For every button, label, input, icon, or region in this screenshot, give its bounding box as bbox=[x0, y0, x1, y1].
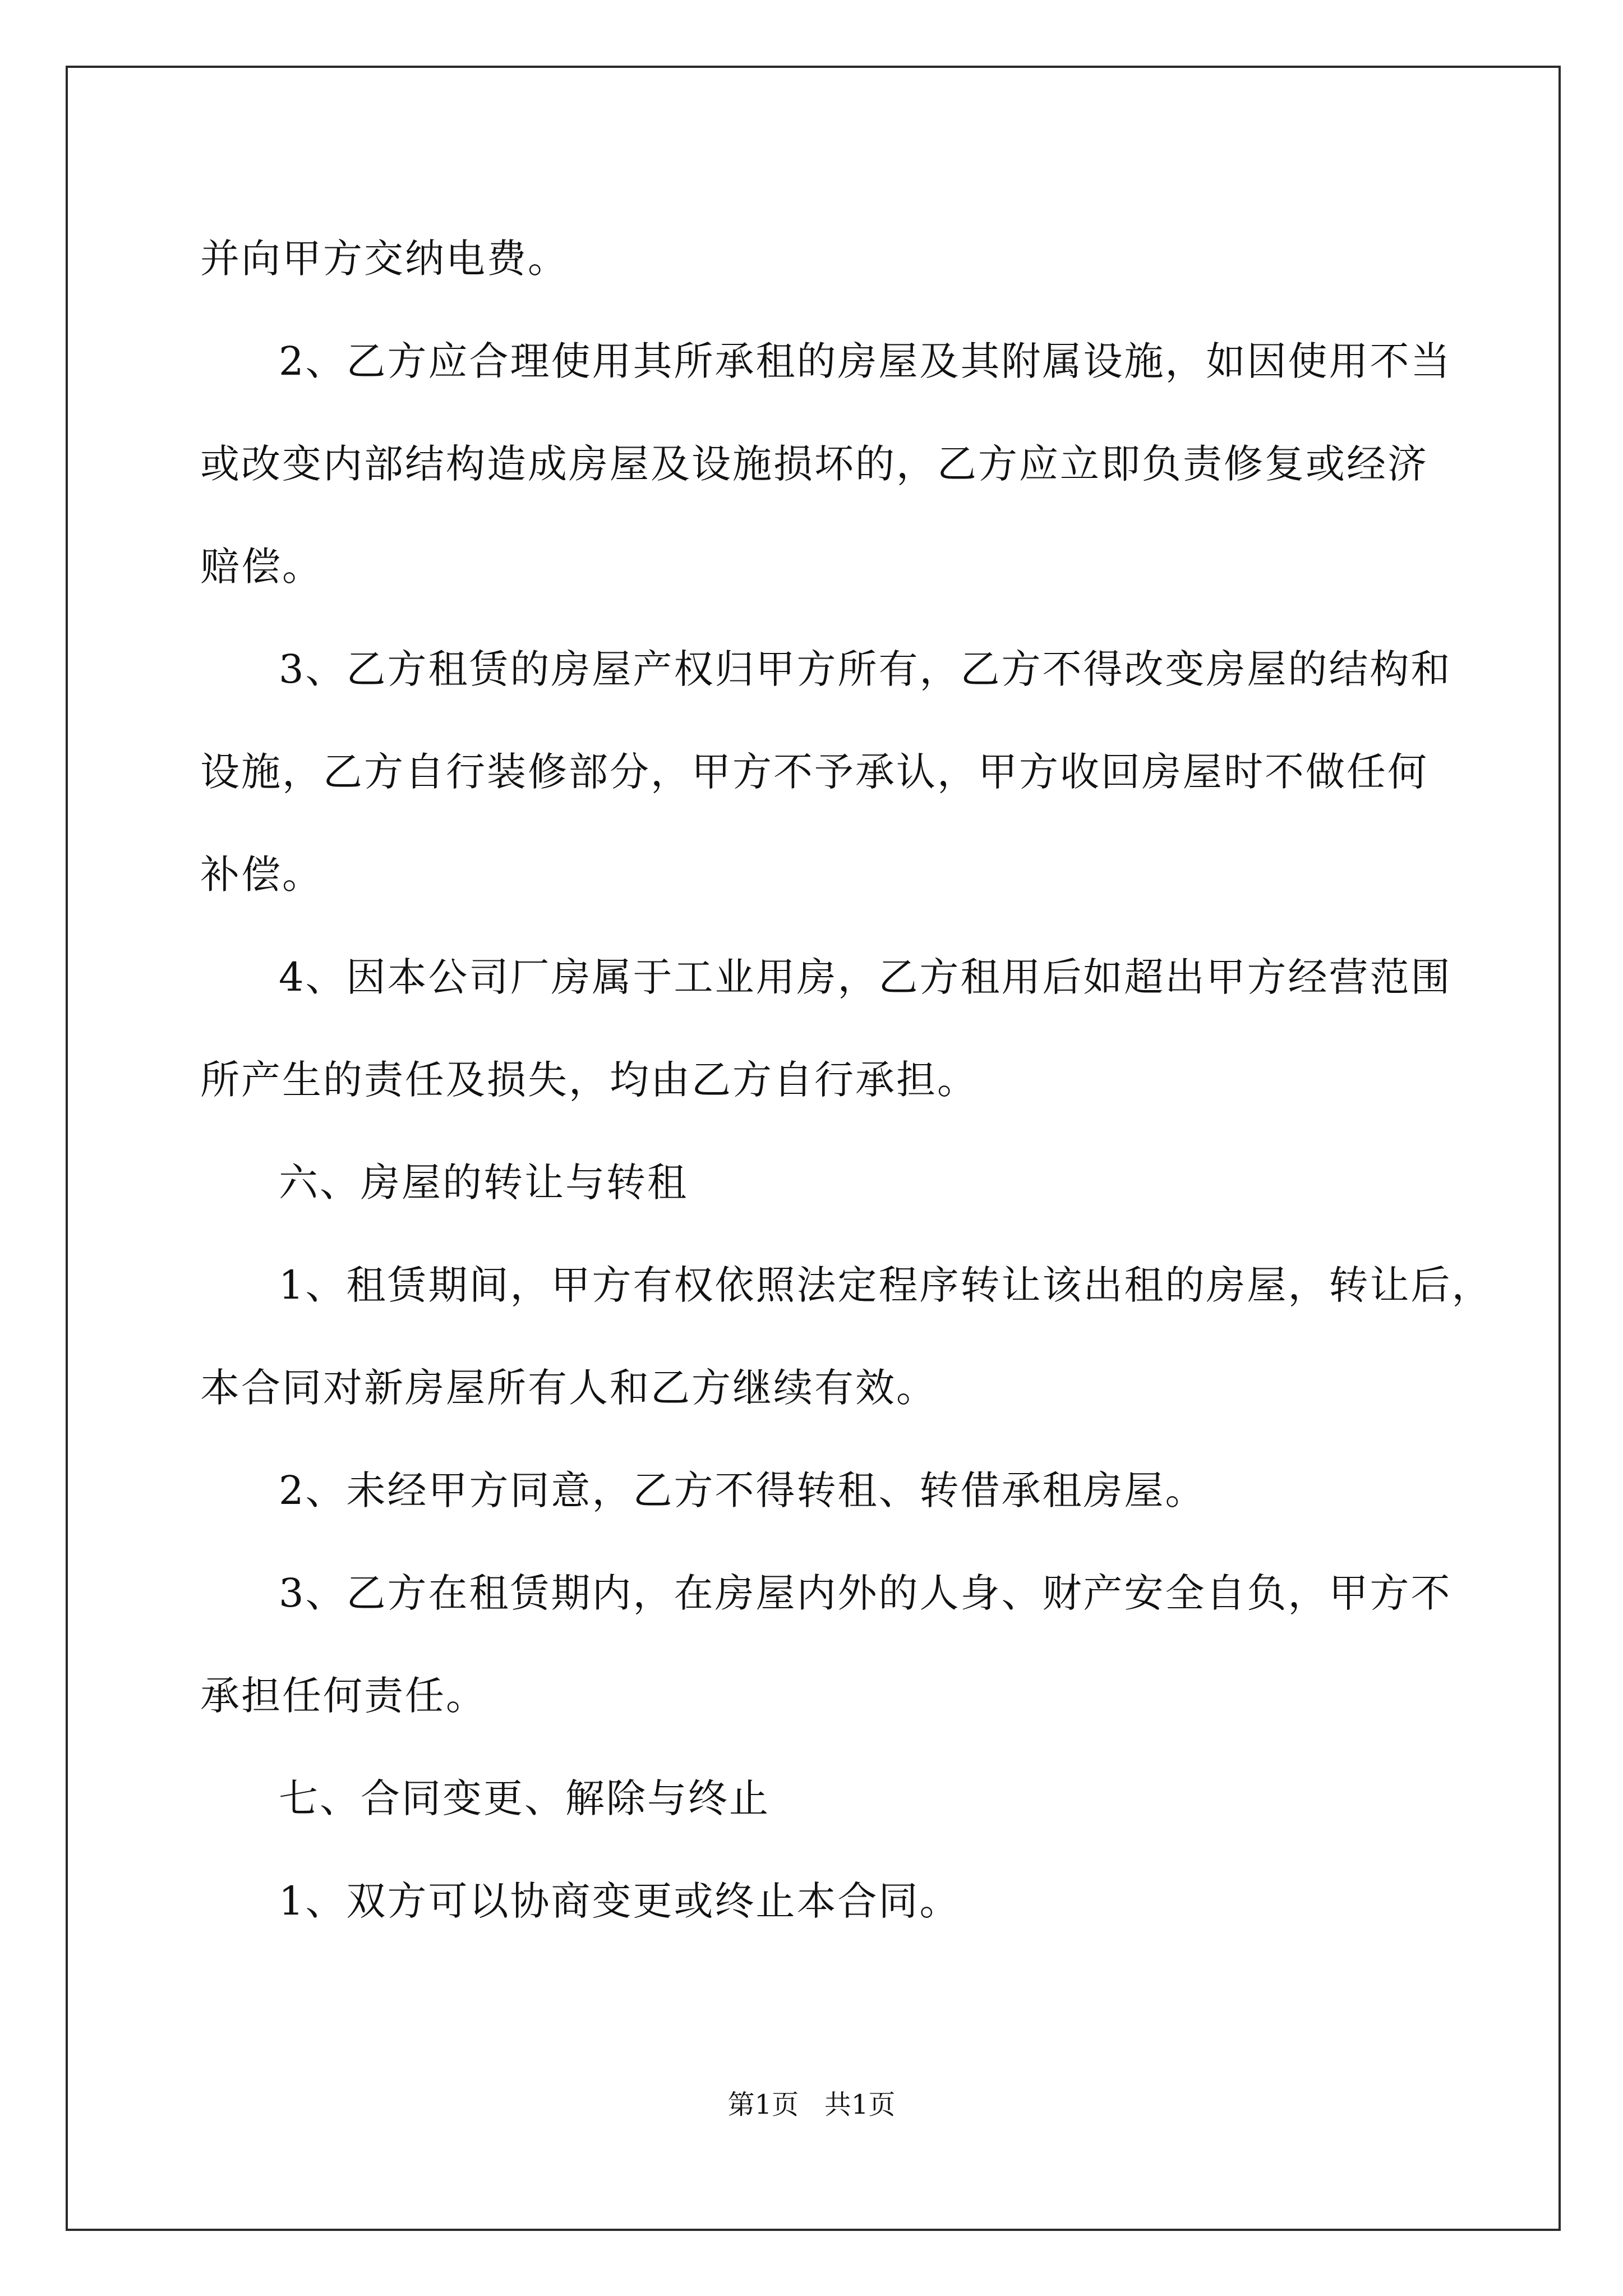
text-line: 3、乙方在租赁期内，在房屋内外的人身、财产安全自负，甲方不 bbox=[279, 1570, 1452, 1616]
text-line: 1、双方可以协商变更或终止本合同。 bbox=[279, 1878, 961, 1924]
section-heading: 七、合同变更、解除与终止 bbox=[279, 1775, 770, 1821]
text-line: 并向甲方交纳电费。 bbox=[200, 236, 569, 282]
text-line: 本合同对新房屋所有人和乙方继续有效。 bbox=[200, 1365, 937, 1411]
text-line: 2、乙方应合理使用其所承租的房屋及其附属设施，如因使用不当 bbox=[279, 338, 1452, 384]
text-line: 设施，乙方自行装修部分，甲方不予承认，甲方收回房屋时不做任何 bbox=[200, 749, 1428, 795]
text-line: 补偿。 bbox=[200, 852, 323, 898]
text-line: 4、因本公司厂房属于工业用房，乙方租用后如超出甲方经营范围 bbox=[279, 954, 1452, 1000]
text-line: 1、租赁期间，甲方有权依照法定程序转让该出租的房屋，转让后， bbox=[279, 1262, 1493, 1308]
text-line: 承担任何责任。 bbox=[200, 1673, 487, 1719]
section-heading: 六、房屋的转让与转租 bbox=[279, 1159, 688, 1205]
page-number-footer: 第1页 共1页 bbox=[727, 2089, 896, 2120]
text-line: 2、未经甲方同意，乙方不得转租、转借承租房屋。 bbox=[279, 1467, 1206, 1513]
text-line: 或改变内部结构造成房屋及设施损坏的，乙方应立即负责修复或经济 bbox=[200, 441, 1428, 487]
text-line: 所产生的责任及损失，均由乙方自行承担。 bbox=[200, 1057, 978, 1103]
text-line: 3、乙方租赁的房屋产权归甲方所有，乙方不得改变房屋的结构和 bbox=[279, 646, 1452, 692]
text-line: 赔偿。 bbox=[200, 544, 323, 590]
